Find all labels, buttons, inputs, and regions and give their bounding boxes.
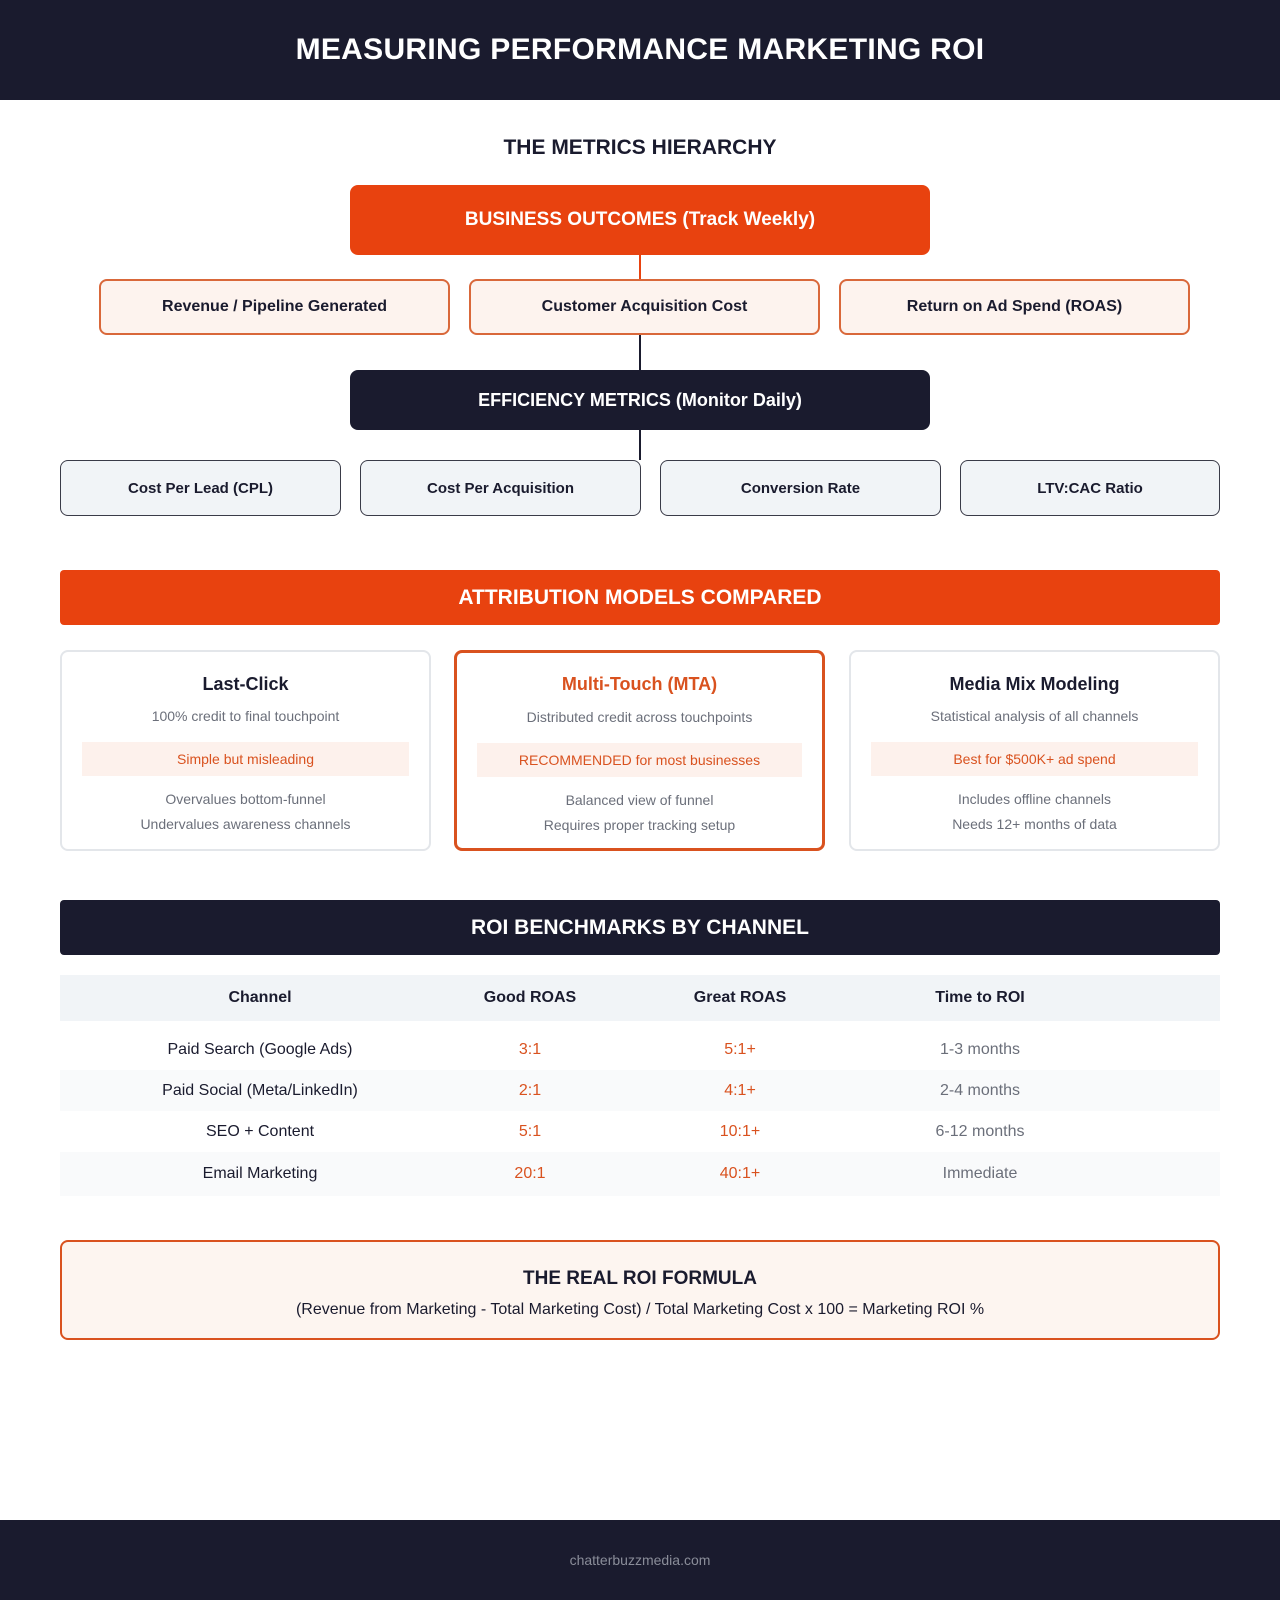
efficiency-metrics-box: EFFICIENCY METRICS (Monitor Daily)	[350, 370, 930, 430]
cell-great-roas: 10:1+	[719, 1122, 761, 1140]
card-title: Last-Click	[202, 674, 289, 694]
cell-channel: SEO + Content	[205, 1122, 315, 1140]
connector-efficiency	[639, 335, 641, 370]
header-great-roas: Great ROAS	[693, 989, 787, 1006]
connector-eff-items	[639, 430, 641, 460]
page-title: MEASURING PERFORMANCE MARKETING ROI	[295, 33, 985, 66]
eff-ltv-cac-box: LTV:CAC Ratio	[960, 460, 1220, 516]
card-media-mix	[849, 650, 1220, 851]
cell-time-to-roi: 2-4 months	[939, 1081, 1021, 1099]
cell-time-to-roi: Immediate	[942, 1165, 1018, 1182]
cell-good-roas: 20:1	[514, 1165, 546, 1182]
cell-great-roas: 5:1+	[724, 1040, 756, 1058]
card-tag: Simple but misleading	[82, 742, 409, 776]
table-row	[60, 1029, 1220, 1070]
outcome-revenue-box: Revenue / Pipeline Generated	[99, 279, 450, 335]
business-outcomes-box: BUSINESS OUTCOMES (Track Weekly)	[350, 185, 930, 255]
eff-cpl-box: Cost Per Lead (CPL)	[60, 460, 341, 516]
header-channel: Channel	[228, 989, 292, 1006]
card-notes	[62, 787, 429, 837]
header-good-roas: Good ROAS	[483, 989, 577, 1006]
cell-channel: Paid Social (Meta/LinkedIn)	[162, 1081, 358, 1099]
attribution-banner: ATTRIBUTION MODELS COMPARED	[60, 570, 1220, 625]
card-title: Media Mix Modeling	[949, 674, 1120, 694]
eff-conversion-box: Conversion Rate	[660, 460, 941, 516]
table-header	[60, 975, 1220, 1021]
formula-text: (Revenue from Marketing - Total Marketing Cost) / Total Marketing Cost x 100 = Marketing ROI %	[295, 1301, 985, 1318]
card-multi-touch	[454, 650, 825, 851]
page-footer	[0, 1520, 1280, 1600]
outcome-roas-box: Return on Ad Spend (ROAS)	[839, 279, 1190, 335]
page-header	[0, 0, 1280, 100]
formula-title: THE REAL ROI FORMULA	[523, 1268, 757, 1289]
card-note: Undervalues awareness channels	[140, 816, 351, 832]
card-tag: Best for $500K+ ad spend	[871, 742, 1198, 776]
table-row	[60, 1152, 1220, 1196]
cell-channel: Email Marketing	[202, 1165, 318, 1182]
card-note: Overvalues bottom-funnel	[165, 791, 326, 807]
cell-good-roas: 2:1	[518, 1081, 542, 1099]
cell-good-roas: 3:1	[518, 1040, 542, 1058]
cell-channel: Paid Search (Google Ads)	[167, 1040, 353, 1058]
benchmarks-banner: ROI BENCHMARKS BY CHANNEL	[60, 900, 1220, 955]
roi-formula-box	[60, 1240, 1220, 1340]
card-note: Requires proper tracking setup	[543, 817, 736, 833]
card-subtitle: Distributed credit across touchpoints	[526, 709, 753, 725]
card-title: Multi-Touch (MTA)	[561, 674, 718, 694]
card-tag: RECOMMENDED for most businesses	[477, 743, 802, 777]
cell-great-roas: 4:1+	[724, 1081, 756, 1099]
card-notes	[457, 788, 822, 838]
card-subtitle: 100% credit to final touchpoint	[151, 708, 340, 724]
outcome-cac-box: Customer Acquisition Cost	[469, 279, 820, 335]
connector-outcomes	[639, 255, 641, 279]
card-subtitle: Statistical analysis of all channels	[930, 708, 1139, 724]
card-notes	[851, 787, 1218, 837]
footer-site: chatterbuzzmedia.com	[569, 1552, 711, 1568]
card-note: Needs 12+ months of data	[952, 816, 1117, 832]
cell-time-to-roi: 6-12 months	[935, 1122, 1025, 1140]
card-note: Includes offline channels	[957, 791, 1112, 807]
eff-cpa-box: Cost Per Acquisition	[360, 460, 641, 516]
card-last-click	[60, 650, 431, 851]
table-row	[60, 1070, 1220, 1111]
table-row	[60, 1111, 1220, 1152]
hierarchy-title: THE METRICS HIERARCHY	[503, 136, 777, 159]
card-note: Balanced view of funnel	[565, 792, 714, 808]
header-time-to-roi: Time to ROI	[935, 989, 1025, 1006]
cell-good-roas: 5:1	[518, 1122, 542, 1140]
cell-time-to-roi: 1-3 months	[939, 1040, 1021, 1058]
benchmarks-table	[60, 975, 1220, 1196]
cell-great-roas: 40:1+	[719, 1165, 761, 1182]
